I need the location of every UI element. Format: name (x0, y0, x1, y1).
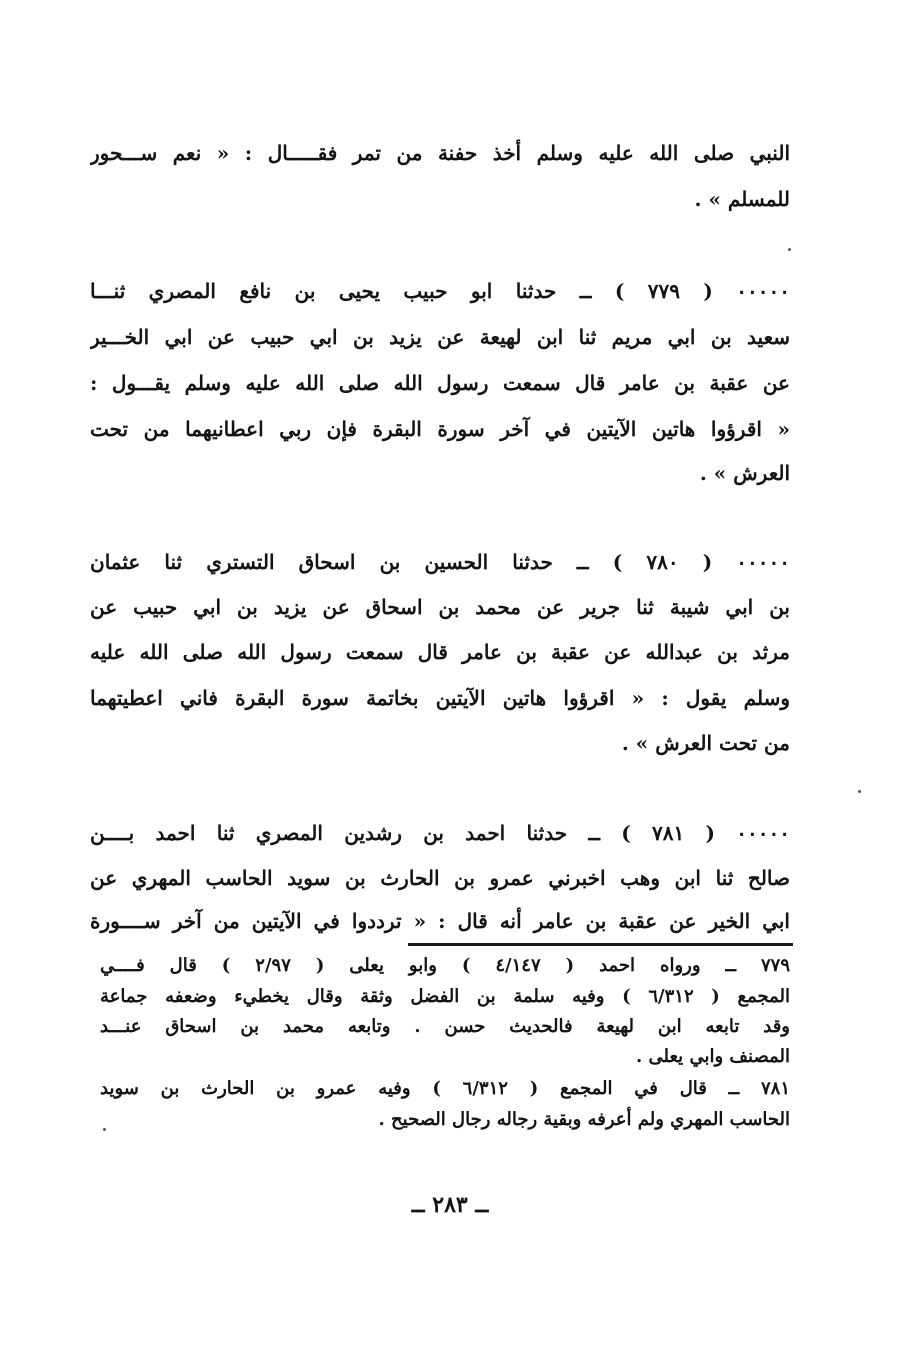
hadith-779-line: عن عقبة بن عامر قال سمعت رسول الله صلى الله عليه وسلم يقـــول : (90, 371, 790, 395)
footnote-781-line: الحاسب المهري ولم أعرفه وبقية رجاله رجال الصحيح . (378, 1109, 790, 1130)
footnote-779-line: المجمع ( ٦/٣١٢ ) وفيه سلمة بن الفضل وثقة وقال يخطيء وضعفه جماعة (100, 986, 790, 1007)
hadith-779-line: العرش » . (699, 461, 790, 485)
hadith-781-line: ابي الخير عن عقبة بن عامر أنه قال : « ترددوا في الآيتين من آخر ســــورة (90, 909, 790, 933)
scan-speck (858, 790, 861, 793)
hadith-780-line: مرثد بن عبدالله عن عقبة بن عامر قال سمعت رسول الله صلى الله عليه (90, 640, 790, 664)
hadith-780-line: ٠٠٠٠٠ ( ٧٨٠ ) ــ حدثنا الحسين بن اسحاق التستري ثنا عثمان (90, 550, 790, 574)
hadith-781-line: ٠٠٠٠٠ ( ٧٨١ ) ــ حدثنا احمد بن رشدين المصري ثنا احمد بــــن (90, 821, 790, 845)
hadith-779-line: « اقرؤوا هاتين الآيتين في آخر سورة البقرة فإن ربي اعطانيهما من تحت (90, 417, 790, 441)
page-number: ــ ٢٨٣ ــ (411, 1192, 489, 1218)
text-line: للمسلم » . (694, 187, 790, 211)
footnote-779-line: ٧٧٩ ــ ورواه احمد ( ٤/١٤٧ ) وابو يعلى ( ٢/٩٧ ) قال فــــي (100, 955, 790, 976)
scan-speck (788, 248, 791, 251)
footnote-779-line: المصنف وابي يعلى . (636, 1046, 790, 1067)
hadith-780-line: بن ابي شيبة ثنا جرير عن محمد بن اسحاق عن يزيد بن ابي حبيب عن (90, 595, 790, 619)
footnote-779-line: وقد تابعه ابن لهيعة فالحديث حسن . وتابعه محمد بن اسحاق عنـــد (100, 1016, 790, 1037)
footnote-divider (408, 943, 793, 946)
text-line: النبي صلى الله عليه وسلم أخذ حفنة من تمر فقـــــال : « نعم ســـحور (90, 141, 790, 165)
scan-speck (103, 1128, 106, 1131)
hadith-779-line: سعيد بن ابي مريم ثنا ابن لهيعة عن يزيد بن ابي حبيب عن ابي الخـــير (90, 325, 790, 349)
hadith-779-line: ٠٠٠٠٠ ( ٧٧٩ ) ــ حدثنا ابو حبيب يحيى بن نافع المصري ثنـــا (90, 279, 790, 303)
footnote-781-line: ٧٨١ ــ قال في المجمع ( ٦/٣١٢ ) وفيه عمرو بن الحارث بن سويد (100, 1078, 790, 1099)
hadith-780-line: وسلم يقول : « اقرؤوا هاتين الآيتين بخاتمة سورة البقرة فاني اعطيتهما (90, 686, 790, 710)
hadith-780-line: من تحت العرش » . (621, 731, 790, 755)
hadith-781-line: صالح ثنا ابن وهب اخبرني عمرو بن الحارث بن سويد الحاسب المهري عن (90, 866, 790, 890)
